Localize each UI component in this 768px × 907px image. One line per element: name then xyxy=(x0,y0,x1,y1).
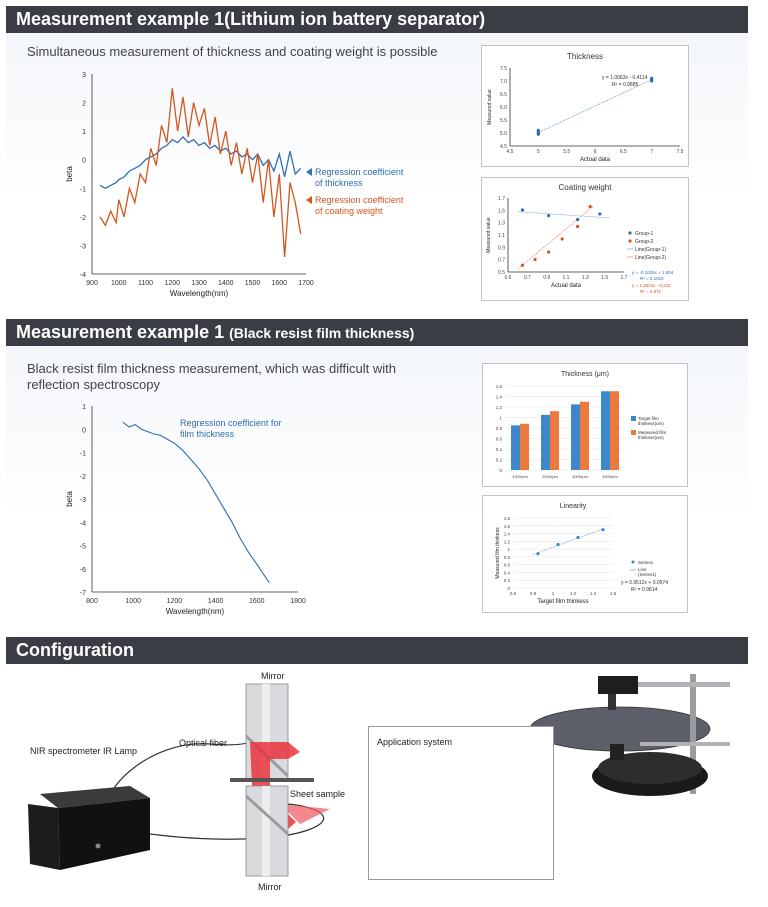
y-tick-label: -5 xyxy=(79,543,86,551)
legend-series: Series1 xyxy=(638,560,654,565)
resist-thickness-bar-chart xyxy=(483,364,687,486)
section2-description-line2: reflection spectroscopy xyxy=(27,377,160,392)
resist-annotation xyxy=(180,418,281,440)
legend-thickness-line2: of thickness xyxy=(315,178,363,188)
x-tick-label: 2000rpm xyxy=(542,474,558,479)
data-point xyxy=(598,212,601,215)
data-point xyxy=(547,214,550,217)
data-point xyxy=(533,258,536,261)
data-point xyxy=(650,77,653,80)
y-tick-label: 5.5 xyxy=(500,118,507,124)
x-tick-label: 1400 xyxy=(217,280,234,287)
spectrometer-label: NIR spectrometer IR Lamp xyxy=(30,746,138,756)
x-tick-label: 1.2 xyxy=(569,591,577,596)
y-tick-label: 1.7 xyxy=(498,196,505,202)
x-tick-label: 1.4 xyxy=(589,591,597,596)
legend-thickness-line1: Regression coefficient xyxy=(315,167,404,177)
coating-panel xyxy=(481,177,689,301)
x-tick-label: 1200 xyxy=(164,280,181,287)
series-film-thickness-line xyxy=(123,422,269,582)
section1-title-bar xyxy=(6,6,748,33)
r2-group2: R² = 0.971 xyxy=(640,289,662,294)
section1-title: Measurement example 1(Lithium ion battery separator) xyxy=(16,9,486,29)
y-axis-label: beta xyxy=(65,491,74,507)
application-system-box xyxy=(368,726,554,880)
x-tick-label: 900 xyxy=(86,280,98,287)
r2-group1: R² = 0.1024 xyxy=(640,276,664,281)
chart-title: Linearity xyxy=(559,503,587,510)
trend-line xyxy=(533,529,603,555)
y-tick-label: 1.6 xyxy=(495,384,502,389)
legend-thickness xyxy=(315,167,403,189)
data-point xyxy=(521,264,524,267)
y-axis-label: Measured value xyxy=(486,217,492,253)
section2-title-sub: (Black resist film thickness) xyxy=(229,325,415,341)
legend-coating xyxy=(315,195,403,217)
data-point xyxy=(521,208,524,211)
section1-description: Simultaneous measurement of thickness and coating weight is possible xyxy=(27,44,438,59)
legend-group1: Group-1 xyxy=(635,231,654,237)
y-tick-label: 5.0 xyxy=(500,131,507,137)
legend-marker-series xyxy=(632,561,635,564)
regression-equation: y = 0.9512x + 0.0974 xyxy=(621,580,668,586)
bar xyxy=(571,404,580,470)
y-tick-label: 1.6 xyxy=(503,523,510,529)
regression-r2: R² = 0.9814 xyxy=(631,587,658,593)
x-tick-label: 0.6 xyxy=(504,275,512,281)
legend-line1: Line(Group-1) xyxy=(635,247,667,253)
thickness-panel xyxy=(481,45,689,167)
bar xyxy=(601,391,610,470)
y-tick-label: -6 xyxy=(79,566,86,574)
x-tick-label: 6.5 xyxy=(619,149,627,155)
y-tick-label: 1.4 xyxy=(495,394,502,400)
regression-equation: y = 1.0063x - 0.4114 xyxy=(602,75,648,81)
x-tick-label: 1000rpm xyxy=(512,474,528,479)
y-tick-label: 6.0 xyxy=(500,105,507,111)
x-tick-label: 800 xyxy=(86,598,98,605)
y-tick-label: 0.6 xyxy=(495,436,502,442)
y-tick-label: -1 xyxy=(79,186,86,194)
legend-label-part2: thinkess(um) xyxy=(638,435,664,440)
data-point xyxy=(576,536,579,539)
resist-thickness-panel xyxy=(482,363,688,487)
y-axis-label: Measured value xyxy=(487,89,493,125)
linearity-chart xyxy=(483,496,687,612)
legend-thickness-marker xyxy=(306,168,312,176)
chart-title: Coating weight xyxy=(558,183,612,192)
data-point xyxy=(536,552,539,555)
equation-group2: y = 1.2834x - 0.222 xyxy=(632,283,671,288)
legend-coating-marker xyxy=(306,196,312,204)
section2-description xyxy=(27,361,396,393)
stage-sensor-head xyxy=(598,676,638,694)
separator-beta-chart xyxy=(60,66,320,306)
legend-label-part1: Measured film xyxy=(638,430,667,435)
x-tick-label: 1.7 xyxy=(620,275,628,281)
section2-description-line1: Black resist film thickness measurement, which was difficult with xyxy=(27,361,396,376)
x-tick-label: 0.6 xyxy=(509,591,517,596)
bar xyxy=(520,424,529,470)
sheet-sample-label: Sheet sample xyxy=(290,789,346,799)
x-tick-label: 1.3 xyxy=(581,275,589,281)
data-point xyxy=(576,218,579,221)
x-tick-label: 1500 xyxy=(244,280,261,287)
sheet-sample-plate xyxy=(230,778,314,782)
spectrometer-side xyxy=(58,798,150,870)
y-axis-label: beta xyxy=(65,166,74,182)
x-tick-label: 1000 xyxy=(110,280,127,287)
x-tick-label: 4000rpm xyxy=(602,474,618,479)
thickness-fit-chart xyxy=(482,46,688,166)
x-tick-label: 1600 xyxy=(249,598,265,605)
y-tick-label: -1 xyxy=(79,450,86,458)
mirror-bottom-label: Mirror xyxy=(258,882,282,892)
x-tick-label: 1800 xyxy=(290,598,306,605)
optical-fiber-label: Optical fiber xyxy=(179,738,228,748)
x-tick-label: 1700 xyxy=(298,280,314,287)
y-tick-label: -2 xyxy=(79,214,86,222)
y-tick-label: 0.4 xyxy=(503,570,510,576)
x-tick-label: 1200 xyxy=(166,598,183,605)
section2-title-bar xyxy=(6,319,748,346)
section2-title-main: Measurement example 1 xyxy=(16,322,225,342)
y-tick-label: 0.4 xyxy=(495,447,502,452)
legend-swatch xyxy=(631,416,636,421)
y-tick-label: 1.3 xyxy=(498,220,505,227)
x-tick-label: 1300 xyxy=(191,280,207,287)
y-tick-label: 0 xyxy=(82,157,86,165)
y-tick-label: 0 xyxy=(82,427,86,435)
linearity-panel xyxy=(482,495,688,613)
legend-line-series: (Series1) xyxy=(638,572,657,577)
data-point xyxy=(561,237,564,240)
section3-title-bar xyxy=(6,637,748,664)
trend-line-group1 xyxy=(518,212,610,218)
x-tick-label: 0.7 xyxy=(523,275,531,281)
x-tick-label: 1.6 xyxy=(609,591,617,596)
data-point xyxy=(537,129,540,132)
stage-lower-arm xyxy=(640,742,730,746)
y-tick-label: 1 xyxy=(507,547,510,553)
x-tick-label: 6 xyxy=(593,149,597,155)
y-tick-label: -2 xyxy=(79,473,86,481)
y-tick-label: 0.9 xyxy=(498,245,505,252)
y-tick-label: 1.5 xyxy=(498,208,505,215)
y-tick-label: 4.5 xyxy=(500,144,507,150)
y-axis-label: Measured film thinkess xyxy=(495,527,501,579)
y-tick-label: 2 xyxy=(82,100,86,108)
legend-marker-group2 xyxy=(628,239,631,242)
bar xyxy=(541,415,550,470)
x-axis-label: Actual data xyxy=(579,157,611,163)
mirror-bottom-highlight xyxy=(262,786,270,876)
y-tick-label: 0.5 xyxy=(498,270,505,276)
x-axis-label: Wavelength(nm) xyxy=(169,289,229,298)
legend-group2: Group-2 xyxy=(635,239,654,245)
x-tick-label: 1.1 xyxy=(562,275,570,281)
legend-label-part1: Target film xyxy=(638,416,659,421)
y-tick-label: 1 xyxy=(82,129,86,137)
data-point xyxy=(601,528,604,531)
x-axis-label: Wavelength(nm) xyxy=(165,607,225,616)
x-tick-label: 4.5 xyxy=(506,149,514,155)
spectrometer-front xyxy=(28,804,60,870)
y-tick-label: -4 xyxy=(79,520,86,528)
resist-annotation-line1: Regression coefficient for xyxy=(180,418,282,428)
y-tick-label: 1.8 xyxy=(503,516,510,521)
y-tick-label: 0.6 xyxy=(503,562,510,568)
legend-line: Line xyxy=(638,567,647,572)
data-point xyxy=(547,250,550,253)
y-tick-label: 1.1 xyxy=(498,233,505,239)
x-tick-label: 1400 xyxy=(207,598,224,605)
y-tick-label: -4 xyxy=(79,272,86,279)
section3-title: Configuration xyxy=(16,640,134,660)
y-tick-label: 0.7 xyxy=(498,257,505,264)
y-tick-label: -3 xyxy=(79,497,86,504)
y-tick-label: -7 xyxy=(79,590,86,597)
stage-lower-sensor xyxy=(610,744,624,760)
legend-swatch xyxy=(631,430,636,435)
bar xyxy=(511,425,520,470)
y-tick-label: 0.8 xyxy=(503,554,510,560)
y-tick-label: 6.5 xyxy=(500,92,507,98)
equation-group1: y = -0.1025x + 1.504 xyxy=(632,270,674,275)
x-tick-label: 5 xyxy=(536,149,540,155)
chart-title: Thickness (μm) xyxy=(561,371,609,378)
resist-annotation-line2: film thickness xyxy=(180,429,235,439)
legend-marker-group1 xyxy=(628,231,631,234)
y-tick-label: 0.8 xyxy=(495,426,502,431)
x-axis-label: Actual data xyxy=(550,283,582,289)
x-tick-label: 1100 xyxy=(137,280,154,287)
coating-weight-chart xyxy=(482,178,688,300)
mirror-top-label: Mirror xyxy=(261,671,285,681)
y-tick-label: 1 xyxy=(82,404,86,411)
y-tick-label: 1.4 xyxy=(503,531,510,537)
legend-coating-line1: Regression coefficient xyxy=(315,195,404,205)
x-tick-label: 7 xyxy=(650,149,654,155)
data-point xyxy=(556,543,559,546)
y-tick-label: -3 xyxy=(79,243,86,251)
x-tick-label: 1 xyxy=(551,591,555,596)
legend-coating-line2: of coating weight xyxy=(315,206,383,216)
data-point xyxy=(576,225,579,228)
series-coating-line xyxy=(100,88,301,257)
x-tick-label: 3000rpm xyxy=(572,474,588,479)
legend-label-part2: thinkess(um) xyxy=(638,421,664,426)
y-tick-label: 1 xyxy=(499,415,502,421)
y-tick-label: 1.2 xyxy=(503,539,510,545)
application-system-label: Application system xyxy=(377,737,453,747)
x-tick-label: 1600 xyxy=(271,280,288,287)
bar xyxy=(610,391,619,470)
x-tick-label: 1000 xyxy=(125,598,141,605)
y-tick-label: 0 xyxy=(507,586,510,591)
y-tick-label: 0.2 xyxy=(503,578,510,584)
bar xyxy=(580,402,589,470)
y-tick-label: 7.5 xyxy=(500,66,507,72)
regression-r2: R² = 0.9885 xyxy=(612,82,639,88)
y-tick-label: 1.2 xyxy=(495,405,502,410)
y-tick-label: 7.0 xyxy=(500,79,507,85)
x-axis-label: Target film thinkess xyxy=(537,599,589,605)
x-tick-label: 0.8 xyxy=(529,591,537,596)
y-tick-label: 3 xyxy=(82,72,86,79)
x-tick-label: 5.5 xyxy=(563,149,571,155)
x-tick-label: 7.5 xyxy=(676,149,684,155)
legend-line2: Line(Group-2) xyxy=(635,255,667,261)
stage-sensor-probe xyxy=(608,694,616,710)
y-tick-label: 0.2 xyxy=(495,457,502,463)
y-tick-label: 0 xyxy=(499,468,502,473)
data-point xyxy=(589,205,592,208)
chart-title: Thickness xyxy=(566,52,604,61)
bar xyxy=(550,411,559,470)
spectrometer-port xyxy=(96,844,101,849)
x-tick-label: 0.9 xyxy=(543,275,551,281)
x-tick-label: 1.5 xyxy=(601,275,609,281)
